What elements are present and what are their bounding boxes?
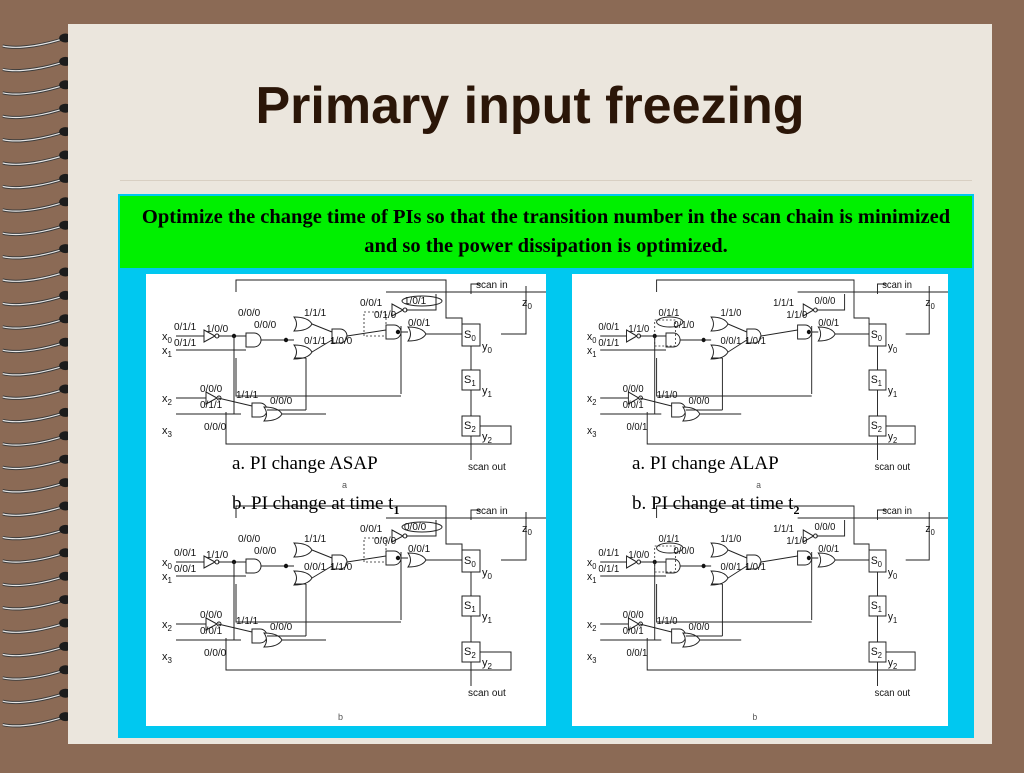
or-gate-icon bbox=[294, 345, 312, 359]
signal-value: 1/0/1 bbox=[404, 296, 427, 307]
signal-value: 0/0/0 bbox=[254, 546, 277, 557]
y1-label: $y_1$ bbox=[482, 385, 492, 399]
input-x3-label: $x_3$ bbox=[587, 650, 597, 666]
signal-value: 1/1/0 bbox=[720, 533, 742, 546]
input-x0-label: $x_0$ bbox=[162, 331, 172, 345]
signal-value: 0/0/0 bbox=[200, 384, 223, 395]
signal-value: 0/0/1 bbox=[200, 626, 223, 637]
signal-value: 0/1/1 bbox=[598, 337, 620, 350]
scan-in-label: scan in bbox=[882, 279, 912, 292]
signal-value: 0/0/1 bbox=[408, 544, 431, 555]
signal-value: 0/0/0 bbox=[270, 396, 293, 407]
scan-out-label: scan out bbox=[874, 687, 911, 700]
signal-value: 0/0/0 bbox=[238, 534, 261, 545]
signal-value: 1/1/1 bbox=[773, 297, 795, 310]
s1-label: $S_1$ bbox=[870, 599, 882, 615]
input-x0-label: $x_0$ bbox=[587, 556, 597, 572]
output-z0-label: $z_0$ bbox=[925, 296, 935, 312]
signal-value: 0/0/0 bbox=[200, 610, 223, 621]
s1-label: $S_1$ bbox=[464, 600, 476, 614]
signal-value: 1/1/0 bbox=[720, 307, 742, 320]
s0-label: $S_0$ bbox=[870, 554, 882, 570]
input-x2-label: $x_2$ bbox=[587, 392, 597, 408]
signal-value: 0/0/0 bbox=[688, 395, 710, 408]
signal-value: 0/0/0 bbox=[270, 622, 293, 633]
signal-value: 1/1/1 bbox=[236, 616, 259, 627]
signal-value: 0/0/1 bbox=[174, 548, 197, 559]
signal-value: 1/1/1 bbox=[304, 308, 327, 319]
figure-sublabel: b bbox=[338, 712, 344, 722]
signal-value: 0/1/0 bbox=[673, 319, 695, 332]
signal-value: 0/0/0 bbox=[814, 521, 836, 534]
summary-banner bbox=[120, 196, 972, 268]
spiral-binding bbox=[0, 0, 68, 768]
y0-label: $y_0$ bbox=[482, 567, 492, 581]
y1-label: $y_1$ bbox=[887, 384, 898, 400]
signal-value: 0/0/0 bbox=[673, 545, 695, 558]
input-x2-label: $x_2$ bbox=[162, 393, 172, 407]
signal-value: 0/0/0 bbox=[204, 422, 227, 433]
y0-label: $y_0$ bbox=[887, 566, 898, 582]
signal-value: 1/0/0 bbox=[628, 549, 650, 562]
and-gate-icon bbox=[246, 559, 261, 573]
signal-value: 0/0/1 bbox=[174, 564, 197, 575]
figure-sublabel: a bbox=[342, 480, 348, 490]
signal-value: 1/0/0 bbox=[330, 336, 353, 347]
signal-value: 0/0/1 bbox=[598, 321, 620, 334]
signal-value: 0/0/1 bbox=[360, 298, 383, 309]
or-gate-icon bbox=[408, 553, 426, 567]
signal-value: 1/0/1 bbox=[744, 561, 766, 574]
y1-label: $y_1$ bbox=[887, 610, 898, 626]
input-x2-label: $x_2$ bbox=[162, 619, 172, 633]
or-gate-icon bbox=[711, 317, 728, 331]
signal-value: 0/1/1 bbox=[174, 338, 197, 349]
signal-value: 1/0/1 bbox=[744, 335, 766, 348]
and-gate-icon bbox=[252, 629, 267, 643]
input-x0-label: $x_0$ bbox=[162, 557, 172, 571]
signal-value: 1/1/0 bbox=[656, 389, 678, 402]
scan-in-label: scan in bbox=[882, 505, 912, 518]
signal-value: 1/1/0 bbox=[786, 309, 808, 322]
signal-value: 1/1/1 bbox=[304, 534, 327, 545]
or-gate-icon bbox=[683, 407, 700, 421]
or-gate-icon bbox=[294, 543, 312, 557]
s2-label: $S_2$ bbox=[464, 420, 476, 434]
and-gate-icon bbox=[666, 333, 680, 347]
scan-out-label: scan out bbox=[468, 688, 506, 699]
and-gate-icon bbox=[672, 403, 686, 417]
or-gate-icon bbox=[294, 571, 312, 585]
or-gate-icon bbox=[294, 317, 312, 331]
signal-value: 0/0/1 bbox=[622, 625, 644, 638]
input-x0-label: $x_0$ bbox=[587, 330, 597, 346]
y0-label: $y_0$ bbox=[482, 341, 492, 355]
y2-label: $y_2$ bbox=[482, 657, 492, 671]
s0-label: $S_0$ bbox=[870, 328, 882, 344]
circuit-diagram bbox=[572, 500, 948, 726]
signal-value: 0/0/0 bbox=[814, 295, 836, 308]
circuit-diagram bbox=[146, 500, 546, 726]
signal-value: 0/0/1 bbox=[626, 421, 648, 434]
s1-label: $S_1$ bbox=[870, 373, 882, 389]
signal-value: 0/0/1 bbox=[622, 399, 644, 412]
output-z0-label: $z_0$ bbox=[522, 297, 532, 311]
input-x1-label: $x_1$ bbox=[587, 344, 597, 360]
input-x3-label: $x_3$ bbox=[162, 651, 172, 665]
input-x1-label: $x_1$ bbox=[162, 571, 172, 585]
signal-value: 0/0/0 bbox=[254, 320, 277, 331]
s2-label: $S_2$ bbox=[870, 419, 882, 435]
y0-label: $y_0$ bbox=[887, 340, 898, 356]
output-z0-label: $z_0$ bbox=[522, 523, 532, 537]
and-gate-icon bbox=[672, 629, 686, 643]
signal-value: 1/1/0 bbox=[330, 562, 353, 573]
s0-label: $S_0$ bbox=[464, 329, 476, 343]
or-gate-icon bbox=[711, 543, 728, 557]
input-x1-label: $x_1$ bbox=[587, 570, 597, 586]
signal-value: 1/1/1 bbox=[236, 390, 259, 401]
circuit-t2 bbox=[572, 500, 948, 726]
signal-value: 0/0/1 bbox=[818, 543, 840, 556]
scan-out-label: scan out bbox=[468, 462, 506, 473]
y2-label: $y_2$ bbox=[482, 431, 492, 445]
slide-title: Primary input freezing bbox=[255, 77, 805, 135]
caption-left-b: b. PI change at time $t_1$ bbox=[232, 493, 400, 517]
and-gate-icon bbox=[252, 403, 267, 417]
signal-value: 0/0/0 bbox=[688, 621, 710, 634]
signal-value: 0/1/1 bbox=[658, 307, 680, 320]
signal-value: 1/1/1 bbox=[773, 523, 795, 536]
signal-value: 0/0/1 bbox=[360, 524, 383, 535]
y2-label: $y_2$ bbox=[887, 430, 898, 446]
signal-value: 0/1/1 bbox=[658, 533, 680, 546]
signal-value: 1/1/0 bbox=[656, 615, 678, 628]
scan-in-label: scan in bbox=[476, 280, 508, 291]
signal-value: 0/0/1 bbox=[720, 561, 742, 574]
signal-value: 0/0/0 bbox=[374, 536, 397, 547]
signal-value: 0/0/1 bbox=[408, 318, 431, 329]
or-gate-icon bbox=[264, 407, 282, 421]
or-gate-icon bbox=[818, 327, 835, 341]
s2-label: $S_2$ bbox=[464, 646, 476, 660]
input-x3-label: $x_3$ bbox=[587, 424, 597, 440]
caption-right-a: a. PI change ALAP bbox=[632, 453, 779, 474]
or-gate-icon bbox=[264, 633, 282, 647]
figure-sublabel: a bbox=[756, 479, 761, 491]
signal-value: 0/0/0 bbox=[238, 308, 261, 319]
input-x1-label: $x_1$ bbox=[162, 345, 172, 359]
signal-value: 0/0/1 bbox=[626, 647, 648, 660]
output-z0-label: $z_0$ bbox=[925, 522, 935, 538]
signal-value: 0/0/0 bbox=[622, 383, 644, 396]
or-gate-icon bbox=[818, 553, 835, 567]
input-x2-label: $x_2$ bbox=[587, 618, 597, 634]
or-gate-icon bbox=[683, 633, 700, 647]
y1-label: $y_1$ bbox=[482, 611, 492, 625]
signal-value: 0/0/1 bbox=[304, 562, 327, 573]
signal-value: 1/0/0 bbox=[206, 324, 229, 335]
input-x3-label: $x_3$ bbox=[162, 425, 172, 439]
or-gate-icon bbox=[711, 345, 728, 359]
signal-value: 0/0/1 bbox=[818, 317, 840, 330]
and-gate-icon bbox=[666, 559, 680, 573]
signal-value: 0/0/1 bbox=[720, 335, 742, 348]
y2-label: $y_2$ bbox=[887, 656, 898, 672]
signal-value: 1/1/0 bbox=[206, 550, 229, 561]
caption-left-a: a. PI change ASAP bbox=[232, 453, 378, 474]
scan-out-label: scan out bbox=[874, 461, 911, 474]
signal-value: 1/1/0 bbox=[786, 535, 808, 548]
or-gate-icon bbox=[711, 571, 728, 585]
circuit-t1 bbox=[146, 500, 546, 726]
signal-value: 0/1/1 bbox=[304, 336, 327, 347]
caption-right-b: b. PI change at time $t_2$ bbox=[632, 493, 800, 517]
signal-value: 0/0/0 bbox=[622, 609, 644, 622]
scan-in-label: scan in bbox=[476, 506, 508, 517]
or-gate-icon bbox=[408, 327, 426, 341]
signal-value: 0/1/1 bbox=[598, 547, 620, 560]
title-divider bbox=[120, 180, 972, 181]
signal-value: 0/0/0 bbox=[404, 522, 427, 533]
signal-value: 0/1/1 bbox=[200, 400, 223, 411]
figure-sublabel: b bbox=[752, 711, 758, 723]
s1-label: $S_1$ bbox=[464, 374, 476, 388]
and-gate-icon bbox=[246, 333, 261, 347]
signal-value: 0/0/0 bbox=[204, 648, 227, 659]
signal-value: 1/1/0 bbox=[628, 323, 650, 336]
signal-value: 0/1/0 bbox=[374, 310, 397, 321]
signal-value: 0/1/1 bbox=[598, 563, 620, 576]
signal-value: 0/1/1 bbox=[174, 322, 197, 333]
s0-label: $S_0$ bbox=[464, 555, 476, 569]
summary-text: Optimize the change time of PIs so that the transition number in the scan chain is minimized and so the power dissipation is optimized. bbox=[141, 206, 951, 257]
s2-label: $S_2$ bbox=[870, 645, 882, 661]
